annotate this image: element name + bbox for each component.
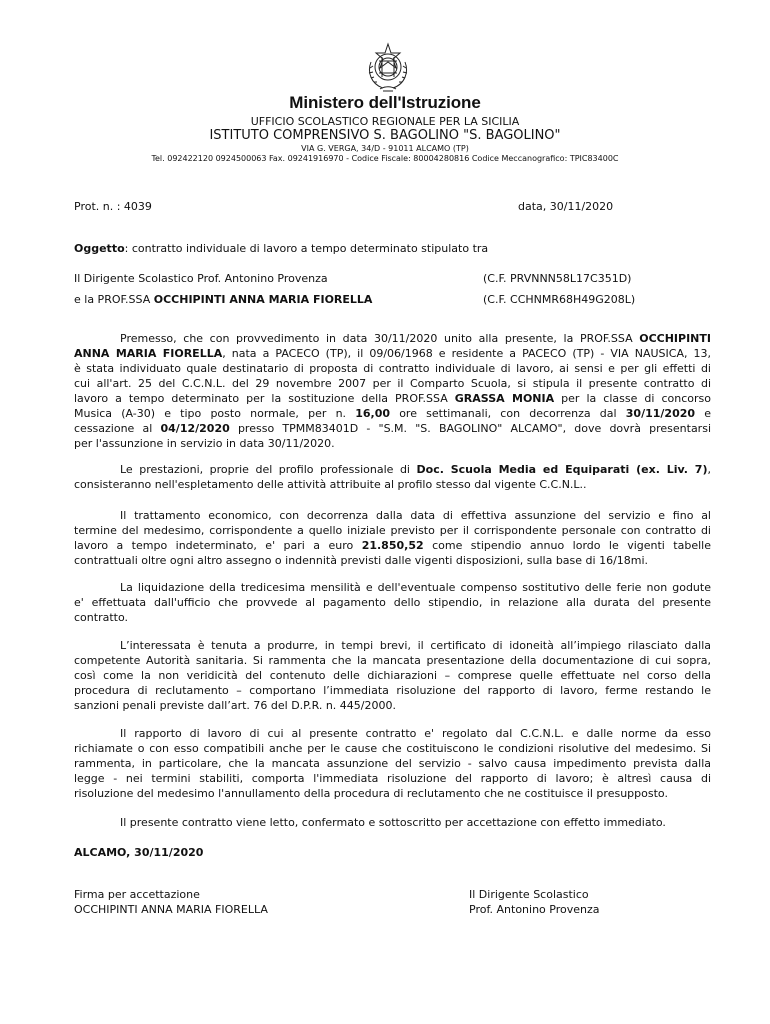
teacher-prefix: e la PROF.SSA: [74, 293, 154, 306]
paragraph-line: Musica (A-30) e tipo posto normale, per n. 16,00 ore settimanali, con decorrenza dal 30/11/2020 e: [74, 407, 711, 420]
bold-text: 21.850,52: [361, 539, 424, 552]
institute-name: ISTITUTO COMPRENSIVO S. BAGOLINO "S. BAGOLINO": [209, 128, 561, 143]
signature-right-title: Il Dirigente Scolastico: [469, 888, 589, 901]
ministry-title: Ministero dell'Istruzione: [289, 93, 481, 112]
paragraph-line: lavoro a tempo determinato per la sostituzione della PROF.SSA GRASSA MONIA per la classe di concorso: [74, 392, 711, 405]
subject-text: : contratto individuale di lavoro a tempo determinato stipulato tra: [124, 242, 489, 255]
paragraph-line: contrattuali oltre ogni altro assegno o indennità previsti dalle vigenti disposizioni, sulla base di 16/18mi.: [74, 554, 649, 567]
paragraph-conferma: [74, 815, 711, 830]
paragraph-line: e' effettuata dall'ufficio che provvede al pagamento dello stipendio, in relazione alla durata del presente: [74, 596, 711, 609]
bold-text: GRASSA MONIA: [454, 392, 555, 405]
paragraph-prestazioni: [74, 462, 711, 492]
institute-contacts: Tel. 092422120 0924500063 Fax. 09241916970 - Codice Fiscale: 80004280816 Codice Meccanografico: TPIC83400C: [151, 154, 619, 163]
paragraph-line: Il trattamento economico, con decorrenza dalla data di effettiva assunzione del servizio e fino al: [120, 509, 711, 522]
italian-republic-emblem-icon: [363, 40, 413, 94]
paragraph-premessa: [74, 331, 711, 451]
place-date: ALCAMO, 30/11/2020: [74, 846, 204, 859]
regional-office: UFFICIO SCOLASTICO REGIONALE PER LA SICILIA: [250, 115, 520, 128]
bold-text: ANNA MARIA FIORELLA: [74, 347, 223, 360]
protocol-number: Prot. n. : 4039: [74, 200, 152, 213]
paragraph-line: sanzioni penali previste dall’art. 76 del D.P.R. n. 445/2000.: [74, 699, 396, 712]
paragraph-line: ANNA MARIA FIORELLA, nata a PACECO (TP), il 09/06/1968 e residente a PACECO (TP) - VIA NAUSICA, 13,: [74, 347, 712, 360]
paragraph-line: La liquidazione della tredicesima mensilità e dell'eventuale compenso sostitutivo delle ferie non godute: [120, 581, 711, 594]
paragraph-line: competente Autorità sanitaria. Si rammenta che la mancata presentazione della documentazione di cui sopra,: [74, 654, 711, 667]
institute-address: VIA G. VERGA, 34/D - 91011 ALCAMO (TP): [301, 144, 469, 153]
paragraph-idoneita: [74, 638, 711, 713]
paragraph-line: è stata individuato quale destinatario di proposta di contratto individuale di lavoro, ai sensi e per gli effetti di: [74, 362, 711, 375]
teacher-cf: (C.F. CCHNMR68H49G208L): [483, 293, 636, 306]
paragraph-line: procedura di reclutamento – comportano l’immediata risoluzione del rapporto di lavoro, ferme restando le: [74, 684, 711, 697]
bold-text: OCCHIPINTI: [639, 332, 711, 345]
paragraph-line: rammenta, in particolare, che la mancata assunzione del servizio - salvo causa impedimento prevista dalla: [74, 757, 711, 770]
paragraph-line: legge - nei termini stabiliti, comporta l'immediata risoluzione del rapporto di lavoro; è altresì causa di: [74, 772, 711, 785]
paragraph-line: cui all'art. 25 del C.C.N.L. del 29 novembre 2007 per il Comparto Scuola, si stipula il presente contratto di: [74, 377, 711, 390]
signature-left-name: OCCHIPINTI ANNA MARIA FIORELLA: [74, 903, 268, 916]
subject-label: Oggetto: [74, 242, 125, 255]
paragraph-line: termine del medesimo, corrispondente a quello iniziale previsto per il corrispondente personale con contratto di: [74, 524, 711, 537]
paragraph-line: Il presente contratto viene letto, confermato e sottoscritto per accettazione con effetto immediato.: [120, 816, 666, 829]
paragraph-rapporto-lavoro: [74, 726, 711, 801]
paragraph-line: richiamate o con esso compatibili anche per le cause che costituiscono le condizioni risolutive del medesimo. Si: [74, 742, 711, 755]
signature-right-name: Prof. Antonino Provenza: [469, 903, 600, 916]
paragraph-line: Il rapporto di lavoro di cui al presente contratto e' regolato dal C.C.N.L. e dalle norme da esso: [120, 727, 711, 740]
document-date: data, 30/11/2020: [518, 200, 614, 213]
dirigente-line: Il Dirigente Scolastico Prof. Antonino Provenza: [74, 272, 328, 285]
paragraph-line: risoluzione del medesimo l'annullamento della procedura di reclutamento che ne costituisce il presupposto.: [74, 787, 668, 800]
paragraph-line: Premesso, che con provvedimento in data 30/11/2020 unito alla presente, la PROF.SSA OCCHIPINTI: [120, 332, 711, 345]
paragraph-line: Le prestazioni, proprie del profilo professionale di Doc. Scuola Media ed Equiparati (ex. Liv. 7),: [120, 463, 711, 476]
paragraph-line: L’interessata è tenuta a produrre, in tempi brevi, il certificato di idoneità all’impiego rilasciato dalla: [120, 639, 711, 652]
bold-text: 04/12/2020: [160, 422, 230, 435]
paragraph-line: per l'assunzione in servizio in data 30/11/2020.: [74, 437, 335, 450]
paragraph-line: cessazione al 04/12/2020 presso TPMM83401D - "S.M. "S. BAGOLINO" ALCAMO", dove dovrà presentarsi: [74, 422, 711, 435]
bold-text: 16,00: [355, 407, 391, 420]
paragraph-line: contratto.: [74, 611, 128, 624]
bold-text: Doc. Scuola Media ed Equiparati (ex. Liv. 7): [416, 463, 708, 476]
paragraph-liquidazione: [74, 580, 711, 625]
paragraph-trattamento-economico: [74, 508, 711, 568]
signature-left-title: Firma per accettazione: [74, 888, 200, 901]
teacher-name: OCCHIPINTI ANNA MARIA FIORELLA: [153, 293, 373, 306]
teacher-line: [74, 293, 372, 306]
dirigente-cf: (C.F. PRVNNN58L17C351D): [483, 272, 632, 285]
paragraph-line: consisteranno nell'espletamento delle attività attribuite al profilo stesso dal vigente C.C.N.L..: [74, 478, 587, 491]
bold-text: 30/11/2020: [625, 407, 696, 420]
paragraph-line: lavoro a tempo indeterminato, e' pari a euro 21.850,52 come stipendio annuo lordo le vigenti tabelle: [74, 539, 711, 552]
paragraph-line: così come la non veridicità del contenuto delle dichiarazioni – comprese quelle effettuate nel corso della: [74, 669, 711, 682]
subject-line: [74, 242, 488, 255]
